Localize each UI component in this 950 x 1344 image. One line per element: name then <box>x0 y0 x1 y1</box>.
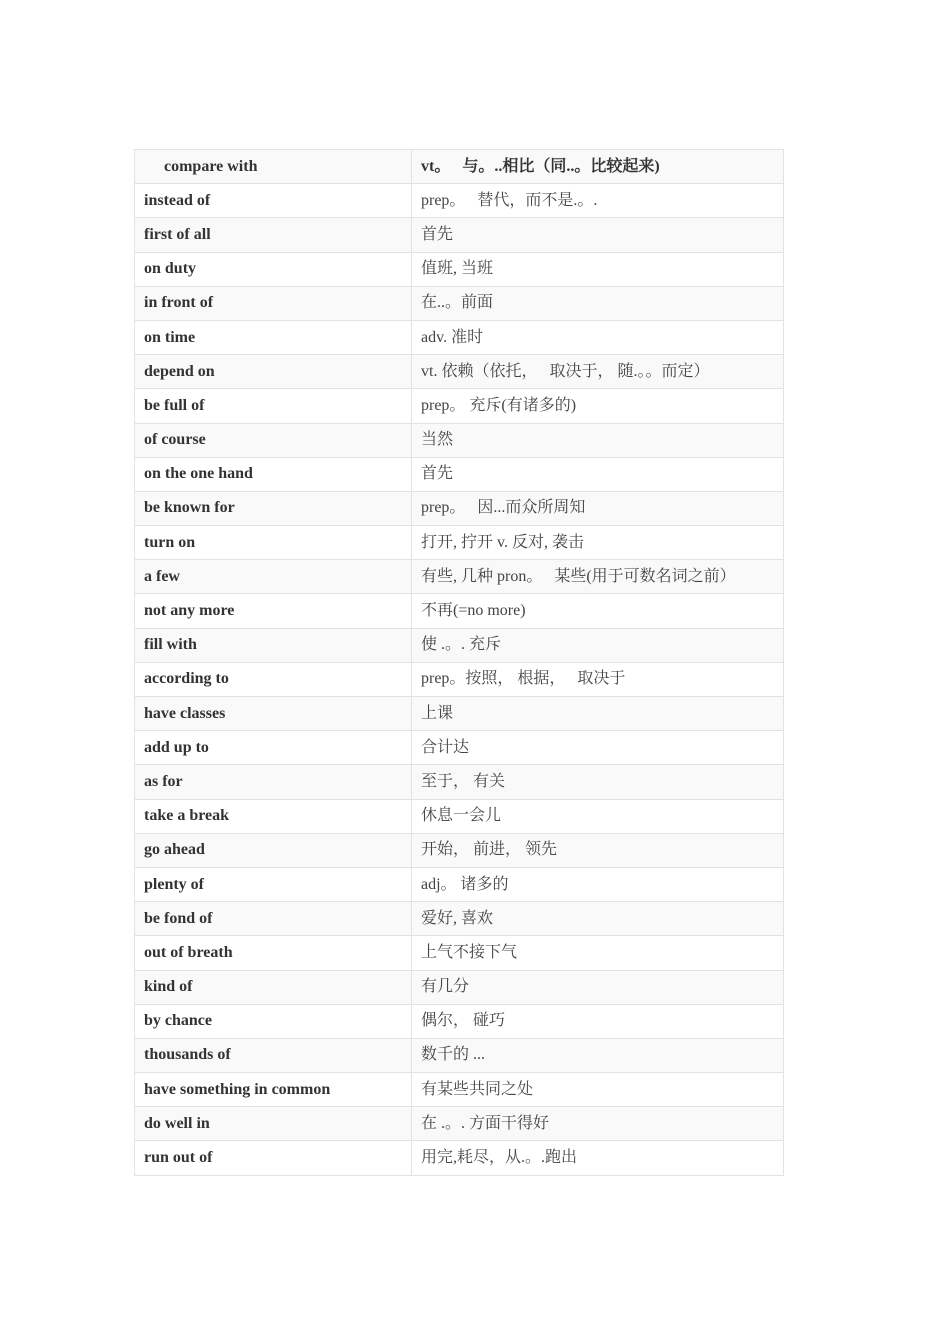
phrase-cell: according to <box>135 662 412 696</box>
meaning-cell: vt. 依赖（依托， 取决于， 随.。。而定） <box>412 355 784 389</box>
table-row <box>135 218 784 252</box>
meaning-cell: adj。 诸多的 <box>412 867 784 901</box>
phrase-cell: have classes <box>135 697 412 731</box>
meaning-cell: prep。按照， 根据， 取决于 <box>412 662 784 696</box>
phrase-cell: in front of <box>135 286 412 320</box>
table-row <box>135 320 784 354</box>
phrase-cell: have something in common <box>135 1073 412 1107</box>
meaning-cell: 有几分 <box>412 970 784 1004</box>
phrase-cell: a few <box>135 560 412 594</box>
meaning-cell: 有某些共同之处 <box>412 1073 784 1107</box>
phrase-cell: on the one hand <box>135 457 412 491</box>
phrase-cell: on time <box>135 320 412 354</box>
meaning-cell: prep。 因...而众所周知 <box>412 491 784 525</box>
table-row <box>135 867 784 901</box>
meaning-cell: 休息一会儿 <box>412 799 784 833</box>
table-row <box>135 286 784 320</box>
phrase-cell: by chance <box>135 1004 412 1038</box>
table-row <box>135 970 784 1004</box>
meaning-cell: 数千的 ... <box>412 1038 784 1072</box>
phrase-cell: first of all <box>135 218 412 252</box>
phrase-cell: on duty <box>135 252 412 286</box>
meaning-cell: 当然 <box>412 423 784 457</box>
meaning-cell: 在 .。. 方面干得好 <box>412 1107 784 1141</box>
phrase-cell: turn on <box>135 526 412 560</box>
meaning-cell: vt。 与。..相比（同..。比较起来) <box>412 150 784 184</box>
phrase-cell: run out of <box>135 1141 412 1175</box>
phrase-cell: depend on <box>135 355 412 389</box>
meaning-cell: 不再(=no more) <box>412 594 784 628</box>
table-row <box>135 902 784 936</box>
meaning-cell: 首先 <box>412 218 784 252</box>
meaning-cell: 上气不接下气 <box>412 936 784 970</box>
phrase-cell: fill with <box>135 628 412 662</box>
meaning-cell: 值班, 当班 <box>412 252 784 286</box>
phrase-cell: kind of <box>135 970 412 1004</box>
phrase-cell: add up to <box>135 731 412 765</box>
phrase-cell: be full of <box>135 389 412 423</box>
meaning-cell: 爱好, 喜欢 <box>412 902 784 936</box>
table-row <box>135 389 784 423</box>
table-row <box>135 765 784 799</box>
table-row <box>135 1038 784 1072</box>
meaning-cell: 使 .。. 充斥 <box>412 628 784 662</box>
table-row <box>135 252 784 286</box>
table-row <box>135 697 784 731</box>
table-row <box>135 1004 784 1038</box>
meaning-cell: 偶尔， 碰巧 <box>412 1004 784 1038</box>
table-row <box>135 526 784 560</box>
meaning-cell: 在..。前面 <box>412 286 784 320</box>
table-row <box>135 150 784 184</box>
table-row <box>135 662 784 696</box>
meaning-cell: 至于， 有关 <box>412 765 784 799</box>
table-row <box>135 799 784 833</box>
table-row <box>135 423 784 457</box>
phrase-cell: out of breath <box>135 936 412 970</box>
table-row <box>135 628 784 662</box>
table-row <box>135 560 784 594</box>
phrase-cell: be fond of <box>135 902 412 936</box>
table-row <box>135 594 784 628</box>
vocabulary-table <box>134 149 784 1176</box>
table-row <box>135 355 784 389</box>
phrase-cell: go ahead <box>135 833 412 867</box>
phrase-cell: instead of <box>135 184 412 218</box>
table-row <box>135 1141 784 1175</box>
table-row <box>135 731 784 765</box>
table-row <box>135 833 784 867</box>
phrase-cell: be known for <box>135 491 412 525</box>
table-row <box>135 936 784 970</box>
table-row <box>135 457 784 491</box>
meaning-cell: 用完,耗尽，从.。.跑出 <box>412 1141 784 1175</box>
table-row <box>135 1073 784 1107</box>
phrase-cell: thousands of <box>135 1038 412 1072</box>
phrase-cell: as for <box>135 765 412 799</box>
meaning-cell: prep。 替代，而不是.。. <box>412 184 784 218</box>
phrase-cell: of course <box>135 423 412 457</box>
table-row <box>135 1107 784 1141</box>
meaning-cell: prep。 充斥(有诸多的) <box>412 389 784 423</box>
table-row <box>135 491 784 525</box>
phrase-cell: not any more <box>135 594 412 628</box>
meaning-cell: adv. 准时 <box>412 320 784 354</box>
meaning-cell: 有些, 几种 pron。 某些(用于可数名词之前） <box>412 560 784 594</box>
meaning-cell: 打开, 拧开 v. 反对, 袭击 <box>412 526 784 560</box>
meaning-cell: 上课 <box>412 697 784 731</box>
phrase-cell: compare with <box>135 150 412 184</box>
meaning-cell: 首先 <box>412 457 784 491</box>
phrase-cell: take a break <box>135 799 412 833</box>
table-row <box>135 184 784 218</box>
meaning-cell: 开始， 前进， 领先 <box>412 833 784 867</box>
phrase-cell: plenty of <box>135 867 412 901</box>
meaning-cell: 合计达 <box>412 731 784 765</box>
phrase-cell: do well in <box>135 1107 412 1141</box>
